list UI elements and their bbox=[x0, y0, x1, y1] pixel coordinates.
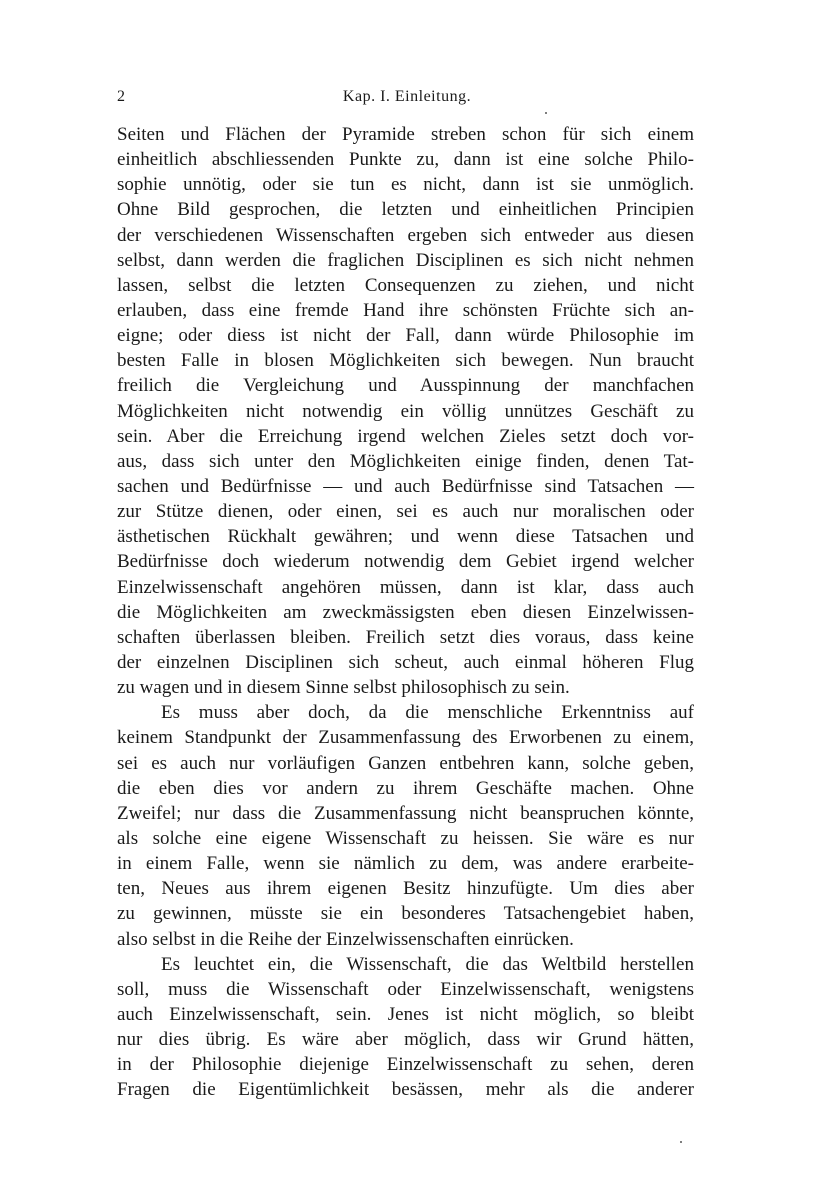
text-line: nur dies übrig. Es wäre aber möglich, dass wir Grund hätten, bbox=[117, 1029, 694, 1051]
text-line: auch Einzelwissenschaft, sein. Jenes ist nicht möglich, so bleibt bbox=[117, 1003, 694, 1025]
text-line: Seiten und Flächen der Pyramide streben schon für sich einem bbox=[117, 124, 694, 145]
text-line: keinem Standpunkt der Zusammenfassung des Erworbenen zu einem, bbox=[117, 727, 694, 749]
text-line: die eben dies vor andern zu ihrem Geschäfte machen. Ohne bbox=[117, 777, 694, 799]
page-header bbox=[117, 88, 697, 112]
text-line: Ohne Bild gesprochen, die letzten und einheitlichen Principien bbox=[117, 199, 694, 221]
text-line: besten Falle in blosen Möglichkeiten sich bewegen. Nun braucht bbox=[117, 350, 694, 372]
text-line: sein. Aber die Erreichung irgend welchen Zieles setzt doch vor- bbox=[117, 425, 694, 447]
paragraph bbox=[117, 952, 694, 1103]
text-line: lassen, selbst die letzten Consequenzen zu ziehen, und nicht bbox=[117, 274, 694, 296]
text-line: also selbst in die Reihe der Einzelwissenschaften einrücken. bbox=[117, 928, 574, 950]
print-speck bbox=[680, 1141, 682, 1143]
text-line: der verschiedenen Wissenschaften ergeben sich entweder aus diesen bbox=[117, 224, 694, 246]
text-line: zu gewinnen, müsste sie ein besonderes Tatsachengebiet haben, bbox=[117, 903, 694, 925]
text-line: Es muss aber doch, da die menschliche Erkenntniss auf bbox=[161, 702, 694, 724]
text-line: sei es auch nur vorläufigen Ganzen entbehren kann, solche geben, bbox=[117, 752, 694, 774]
text-line: zu wagen und in diesem Sinne selbst philosophisch zu sein. bbox=[117, 677, 570, 699]
text-line: ten, Neues aus ihrem eigenen Besitz hinzufügte. Um dies aber bbox=[117, 878, 694, 900]
text-line: zur Stütze dienen, oder einen, sei es auch nur moralischen oder bbox=[117, 501, 694, 523]
text-line: sophie unnötig, oder sie tun es nicht, dann ist sie unmöglich. bbox=[117, 174, 694, 196]
text-line: als solche eine eigene Wissenschaft zu heissen. Sie wäre es nur bbox=[117, 827, 694, 849]
running-head: Kap. I. Einleitung. bbox=[342, 88, 472, 105]
text-line: schaften überlassen bleiben. Freilich setzt dies voraus, dass keine bbox=[117, 626, 694, 648]
text-line: aus, dass sich unter den Möglichkeiten einige finden, denen Tat- bbox=[117, 450, 694, 472]
text-line: Bedürfnisse doch wiederum notwendig dem Gebiet irgend welcher bbox=[117, 551, 694, 573]
text-line: sachen und Bedürfnisse — und auch Bedürfnisse sind Tatsachen — bbox=[117, 475, 694, 497]
text-line: in einem Falle, wenn sie nämlich zu dem, was andere erarbeite- bbox=[117, 853, 694, 875]
text-line: Es leuchtet ein, die Wissenschaft, die das Weltbild herstellen bbox=[161, 953, 694, 975]
text-line: erlauben, dass eine fremde Hand ihre schönsten Früchte sich an- bbox=[117, 299, 694, 321]
paragraph bbox=[117, 122, 694, 700]
text-line: Zweifel; nur dass die Zusammenfassung nicht beanspruchen könnte, bbox=[117, 802, 694, 824]
body-text bbox=[117, 122, 694, 1102]
text-line: ästhetischen Rückhalt gewähren; und wenn diese Tatsachen und bbox=[117, 526, 694, 548]
text-line: eigne; oder diess ist nicht der Fall, dann würde Philosophie im bbox=[117, 325, 694, 347]
text-line: Einzelwissenschaft angehören müssen, dann ist klar, dass auch bbox=[117, 576, 694, 598]
text-line: soll, muss die Wissenschaft oder Einzelwissenschaft, wenigstens bbox=[117, 978, 694, 1000]
text-line: die Möglichkeiten am zweckmässigsten eben diesen Einzelwissen- bbox=[117, 601, 694, 623]
text-line: Möglichkeiten nicht notwendig ein völlig unnützes Geschäft zu bbox=[117, 400, 694, 422]
text-line: Fragen die Eigentümlichkeit besässen, mehr als die anderer bbox=[117, 1079, 694, 1101]
page-number: 2 bbox=[117, 88, 125, 105]
text-line: der einzelnen Disciplinen sich scheut, auch einmal höheren Flug bbox=[117, 651, 694, 673]
print-speck bbox=[545, 112, 547, 114]
text-line: freilich die Vergleichung und Ausspinnung der manchfachen bbox=[117, 375, 694, 397]
paragraph bbox=[117, 700, 694, 951]
text-line: einheitlich abschliessenden Punkte zu, dann ist eine solche Philo- bbox=[117, 149, 694, 171]
text-line: in der Philosophie diejenige Einzelwissenschaft zu sehen, deren bbox=[117, 1054, 694, 1076]
text-line: selbst, dann werden die fraglichen Disciplinen es sich nicht nehmen bbox=[117, 249, 694, 271]
